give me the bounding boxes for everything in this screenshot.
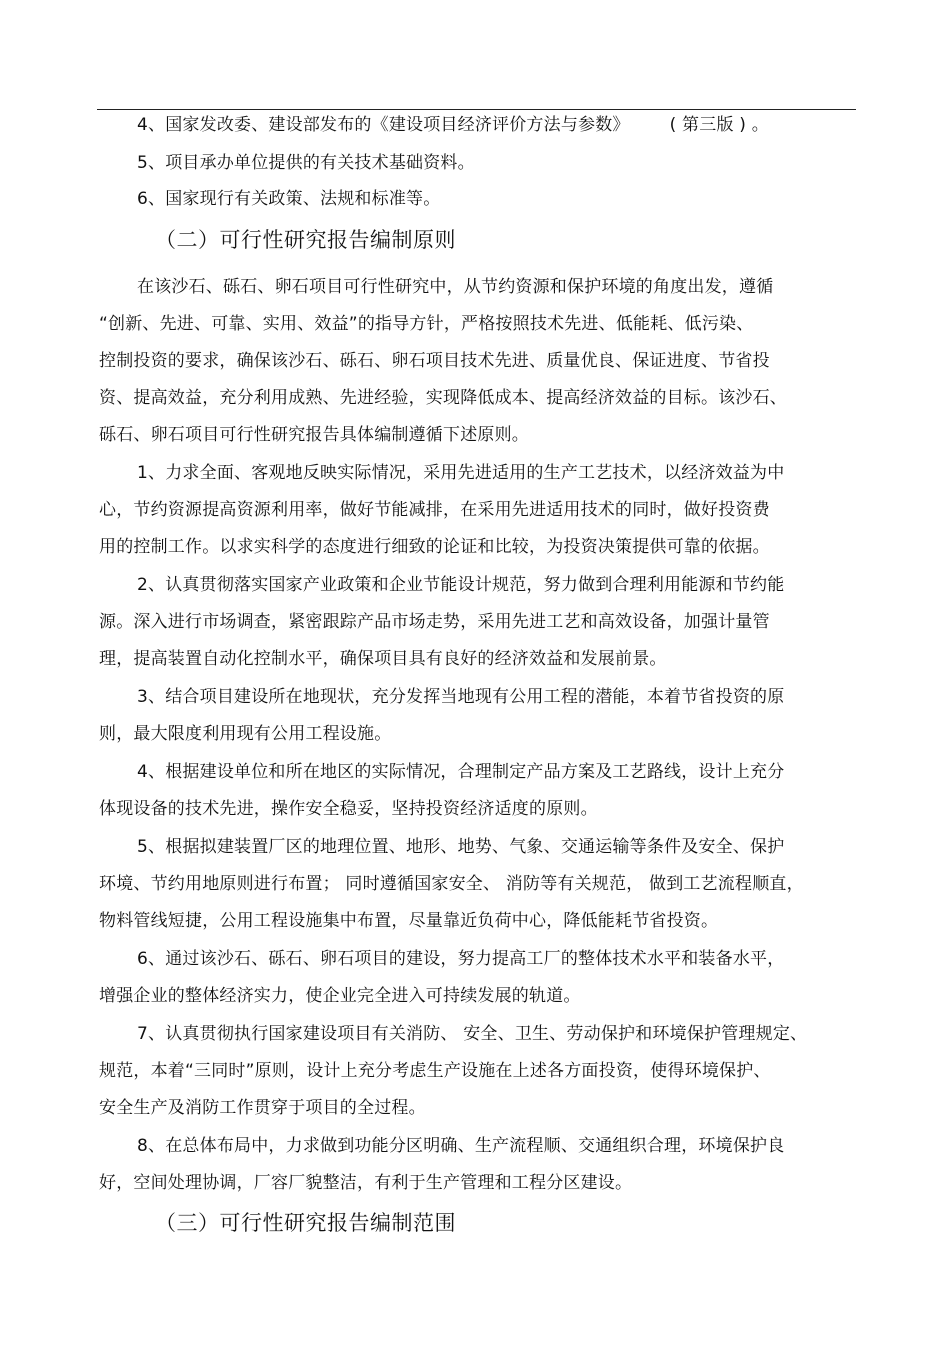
- reference-item-6: 6、国家现行有关政策、法规和标准等。: [137, 189, 441, 209]
- principle-8-line: 好，空间处理协调，厂容厂貌整洁，有利于生产管理和工程分区建设。: [99, 1173, 633, 1193]
- reference-item-4-edition: ( 第三版 ) 。: [669, 115, 769, 135]
- principle-8-line: 8、在总体布局中，力求做到功能分区明确、生产流程顺、交通组织合理，环境保护良: [137, 1136, 785, 1156]
- principle-2-line: 理，提高装置自动化控制水平，确保项目具有良好的经济效益和发展前景。: [99, 649, 667, 669]
- principle-6-line: 增强企业的整体经济实力，使企业完全进入可持续发展的轨道。: [99, 986, 581, 1006]
- paragraph-line: “创新、先进、可靠、实用、效益”的指导方针，严格按照技术先进、低能耗、低污染、: [99, 314, 754, 334]
- principle-5-line: 环境、节约用地原则进行布置； 同时遵循国家安全、 消防等有关规范， 做到工艺流程顺直，: [99, 874, 804, 894]
- reference-item-5: 5、项目承办单位提供的有关技术基础资料。: [137, 153, 475, 173]
- principle-5-line: 5、根据拟建装置厂区的地理位置、地形、地势、气象、交通运输等条件及安全、保护: [137, 837, 785, 857]
- principle-1-line: 1、力求全面、客观地反映实际情况，采用先进适用的生产工艺技术，以经济效益为中: [137, 463, 785, 483]
- principle-4-line: 体现设备的技术先进，操作安全稳妥，坚持投资经济适度的原则。: [99, 799, 598, 819]
- principle-6-line: 6、通过该沙石、砾石、卵石项目的建设，努力提高工厂的整体技术水平和装备水平，: [137, 949, 785, 969]
- header-rule: [97, 109, 856, 110]
- principle-1-line: 用的控制工作。以求实科学的态度进行细致的论证和比较，为投资决策提供可靠的依据。: [99, 537, 770, 557]
- principle-7-line: 7、认真贯彻执行国家建设项目有关消防、 安全、卫生、劳动保护和环境保护管理规定、: [137, 1024, 808, 1044]
- paragraph-line: 在该沙石、砾石、卵石项目可行性研究中，从节约资源和保护环境的角度出发，遵循: [137, 277, 774, 297]
- principle-2-line: 源。深入进行市场调查，紧密跟踪产品市场走势，采用先进工艺和高效设备，加强计量管: [99, 612, 770, 632]
- paragraph-line: 资、提高效益，充分利用成熟、先进经验，实现降低成本、提高经济效益的目标。该沙石、: [99, 388, 787, 408]
- principle-3-line: 3、结合项目建设所在地现状，充分发挥当地现有公用工程的潜能，本着节省投资的原: [137, 687, 785, 707]
- section-heading-principles: （二）可行性研究报告编制原则: [155, 228, 456, 252]
- principle-3-line: 则，最大限度利用现有公用工程设施。: [99, 724, 392, 744]
- reference-item-4: [137, 113, 769, 137]
- principle-1-line: 心，节约资源提高资源利用率，做好节能减排，在采用先进适用技术的同时，做好投资费: [99, 500, 770, 520]
- reference-item-4-text: 4、国家发改委、建设部发布的《建设项目经济评价方法与参数》: [137, 115, 630, 135]
- section-heading-scope: （三）可行性研究报告编制范围: [155, 1211, 456, 1235]
- principle-5-line: 物料管线短捷，公用工程设施集中布置，尽量靠近负荷中心，降低能耗节省投资。: [99, 911, 719, 931]
- principle-4-line: 4、根据建设单位和所在地区的实际情况，合理制定产品方案及工艺路线，设计上充分: [137, 762, 785, 782]
- principle-7-line: 规范，本着“三同时”原则，设计上充分考虑生产设施在上述各方面投资，使得环境保护、: [99, 1061, 771, 1081]
- principle-2-line: 2、认真贯彻落实国家产业政策和企业节能设计规范，努力做到合理利用能源和节约能: [137, 575, 785, 595]
- principle-7-line: 安全生产及消防工作贯穿于项目的全过程。: [99, 1098, 426, 1118]
- paragraph-line: 砾石、卵石项目可行性研究报告具体编制遵循下述原则。: [99, 425, 529, 445]
- paragraph-line: 控制投资的要求，确保该沙石、砾石、卵石项目技术先进、质量优良、保证进度、节省投: [99, 351, 770, 371]
